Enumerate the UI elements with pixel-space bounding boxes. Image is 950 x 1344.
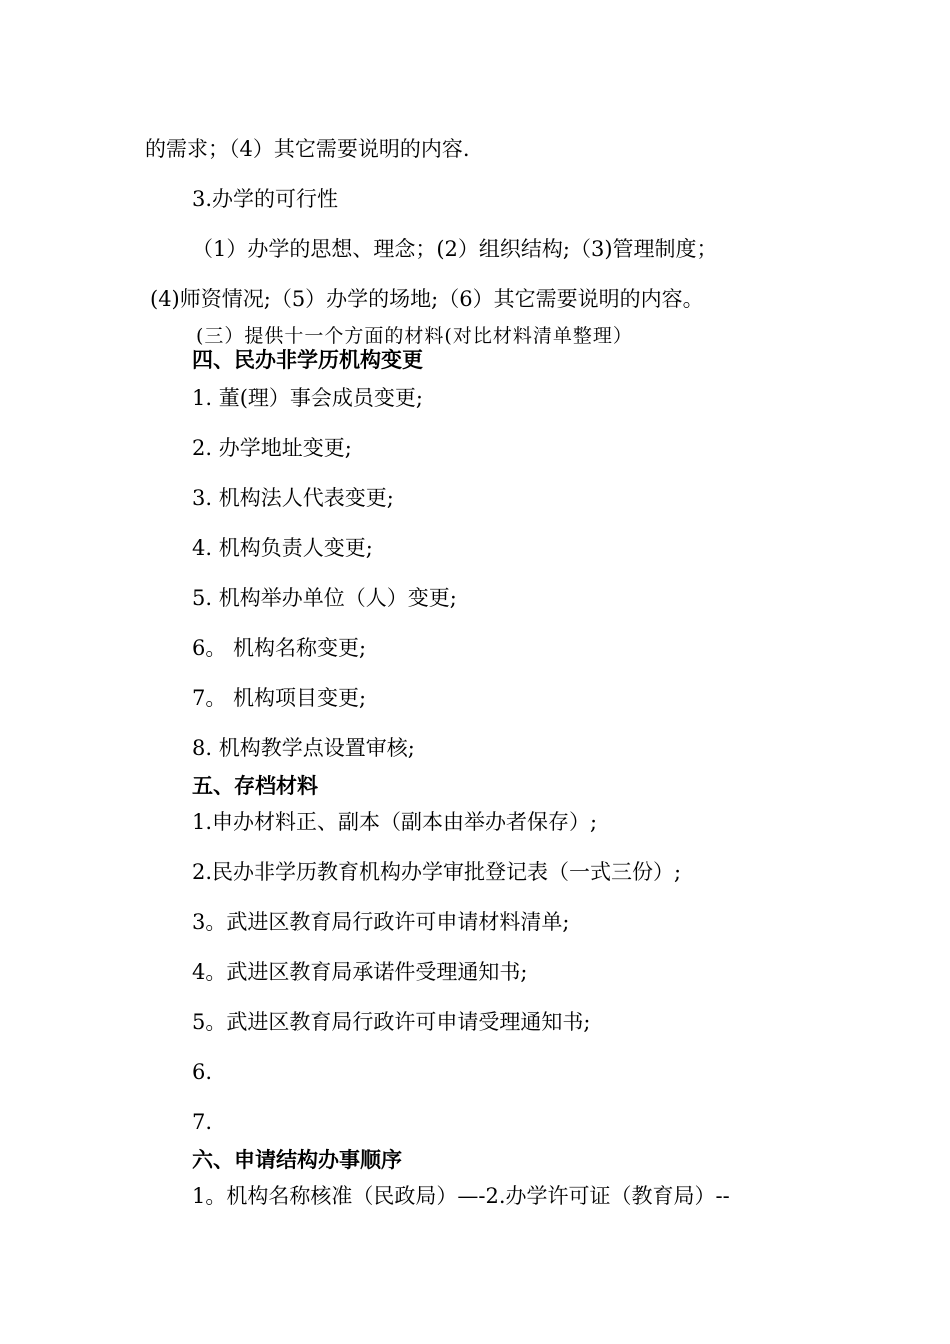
list-item: 1.申办材料正、副本（副本由举办者保存）; bbox=[192, 810, 598, 834]
list-item: 1。机构名称核准（民政局）—-2.办学许可证（教育局）-- bbox=[192, 1184, 730, 1208]
text-line: （1）办学的思想、理念；(2）组织结构;（3)管理制度； bbox=[192, 237, 718, 261]
text-line: (三）提供十一个方面的材料(对比材料清单整理） bbox=[196, 325, 633, 347]
list-item: 1. 董(理）事会成员变更; bbox=[192, 386, 423, 410]
list-item: 3. 机构法人代表变更; bbox=[192, 486, 394, 510]
list-item: 5. 机构举办单位（人）变更; bbox=[192, 586, 457, 610]
text-line: 的需求；（4）其它需要说明的内容. bbox=[145, 137, 470, 161]
section-heading: 四、民办非学历机构变更 bbox=[192, 348, 423, 372]
list-item: 6。 机构名称变更; bbox=[192, 636, 367, 660]
list-item: 4。武进区教育局承诺件受理通知书; bbox=[192, 960, 528, 984]
text-line: (4)师资情况;（5）办学的场地;（6）其它需要说明的内容。 bbox=[150, 287, 704, 311]
list-item: 2. 办学地址变更; bbox=[192, 436, 352, 460]
list-item: 7. bbox=[192, 1110, 213, 1134]
list-item: 5。武进区教育局行政许可申请受理通知书; bbox=[192, 1010, 591, 1034]
list-item: 2.民办非学历教育机构办学审批登记表（一式三份）; bbox=[192, 860, 682, 884]
text-line: 3.办学的可行性 bbox=[192, 187, 339, 211]
section-heading: 六、申请结构办事顺序 bbox=[192, 1148, 402, 1172]
section-heading: 五、存档材料 bbox=[192, 774, 318, 798]
list-item: 6. bbox=[192, 1060, 213, 1084]
list-item: 4. 机构负责人变更; bbox=[192, 536, 373, 560]
list-item: 7。 机构项目变更; bbox=[192, 686, 367, 710]
list-item: 3。武进区教育局行政许可申请材料清单; bbox=[192, 910, 570, 934]
list-item: 8. 机构教学点设置审核; bbox=[192, 736, 415, 760]
